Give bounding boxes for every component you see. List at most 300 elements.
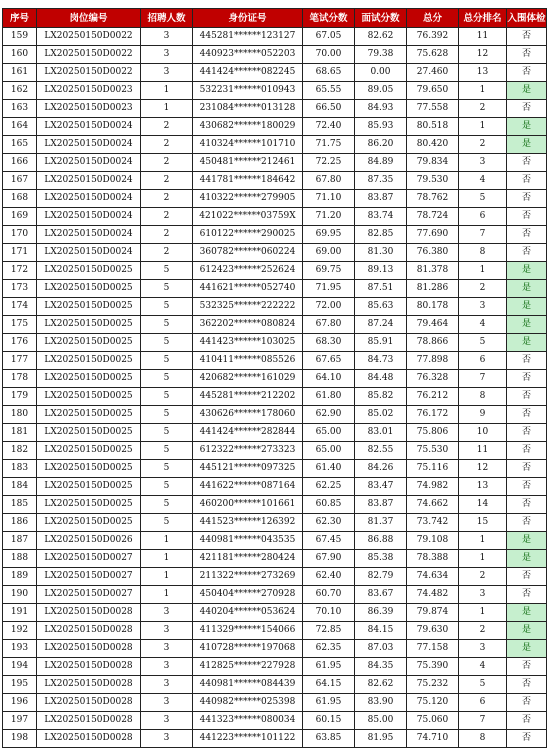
cell-index: 168 [3,190,37,208]
cell-total: 81.286 [407,280,459,298]
cell-quota: 3 [141,604,193,622]
cell-index: 160 [3,46,37,64]
table-row [3,298,547,316]
cell-medical-check: 否 [507,496,547,514]
cell-medical-check: 否 [507,370,547,388]
cell-index: 195 [3,676,37,694]
cell-interview-score: 85.82 [355,388,407,406]
cell-rank: 1 [459,118,507,136]
cell-written-score: 60.15 [303,712,355,730]
cell-medical-check: 否 [507,28,547,46]
cell-post-code: LX20250150D0025 [37,460,141,478]
cell-interview-score: 83.74 [355,208,407,226]
cell-written-score: 69.00 [303,244,355,262]
cell-index: 162 [3,82,37,100]
cell-quota: 3 [141,694,193,712]
cell-interview-score: 85.63 [355,298,407,316]
cell-quota: 5 [141,262,193,280]
cell-post-code: LX20250150D0028 [37,676,141,694]
cell-quota: 5 [141,460,193,478]
cell-quota: 5 [141,388,193,406]
cell-post-code: LX20250150D0025 [37,298,141,316]
cell-medical-check: 是 [507,118,547,136]
cell-post-code: LX20250150D0025 [37,262,141,280]
cell-id-number: 532231******010943 [193,82,303,100]
cell-rank: 1 [459,604,507,622]
cell-written-score: 71.75 [303,136,355,154]
cell-written-score: 62.30 [303,514,355,532]
cell-rank: 2 [459,568,507,586]
cell-index: 187 [3,532,37,550]
cell-total: 73.742 [407,514,459,532]
cell-rank: 12 [459,460,507,478]
table-row [3,118,547,136]
cell-written-score: 61.95 [303,658,355,676]
table-row [3,622,547,640]
cell-quota: 2 [141,190,193,208]
cell-total: 80.518 [407,118,459,136]
cell-medical-check: 否 [507,46,547,64]
cell-total: 77.898 [407,352,459,370]
cell-index: 178 [3,370,37,388]
cell-total: 78.762 [407,190,459,208]
table-row [3,316,547,334]
cell-quota: 3 [141,28,193,46]
cell-rank: 7 [459,370,507,388]
cell-total: 27.460 [407,64,459,82]
cell-total: 81.378 [407,262,459,280]
cell-medical-check: 否 [507,100,547,118]
cell-total: 75.628 [407,46,459,64]
cell-rank: 3 [459,298,507,316]
cell-rank: 5 [459,190,507,208]
cell-written-score: 67.65 [303,352,355,370]
cell-written-score: 60.70 [303,586,355,604]
cell-written-score: 71.20 [303,208,355,226]
results-table [2,8,547,748]
cell-written-score: 71.95 [303,280,355,298]
cell-interview-score: 89.13 [355,262,407,280]
cell-written-score: 68.30 [303,334,355,352]
cell-written-score: 62.90 [303,406,355,424]
col-header-quota: 招聘人数 [141,9,193,28]
cell-medical-check: 是 [507,136,547,154]
cell-post-code: LX20250150D0025 [37,352,141,370]
cell-interview-score: 87.03 [355,640,407,658]
cell-written-score: 61.40 [303,460,355,478]
cell-medical-check: 是 [507,532,547,550]
table-row [3,208,547,226]
table-row [3,370,547,388]
cell-index: 184 [3,478,37,496]
cell-id-number: 445281******123127 [193,28,303,46]
cell-medical-check: 是 [507,640,547,658]
cell-total: 74.634 [407,568,459,586]
cell-quota: 5 [141,496,193,514]
cell-medical-check: 否 [507,424,547,442]
table-row [3,334,547,352]
cell-id-number: 441423******103025 [193,334,303,352]
cell-post-code: LX20250150D0025 [37,424,141,442]
table-row [3,604,547,622]
cell-total: 78.866 [407,334,459,352]
cell-post-code: LX20250150D0028 [37,604,141,622]
cell-interview-score: 82.55 [355,442,407,460]
cell-interview-score: 85.38 [355,550,407,568]
cell-written-score: 70.10 [303,604,355,622]
cell-total: 79.530 [407,172,459,190]
cell-medical-check: 否 [507,694,547,712]
cell-written-score: 65.00 [303,442,355,460]
cell-id-number: 410411******085526 [193,352,303,370]
cell-total: 79.630 [407,622,459,640]
cell-interview-score: 84.73 [355,352,407,370]
table-row [3,460,547,478]
cell-quota: 5 [141,478,193,496]
cell-id-number: 532325******222222 [193,298,303,316]
cell-medical-check: 是 [507,280,547,298]
cell-quota: 1 [141,532,193,550]
cell-id-number: 441323******080034 [193,712,303,730]
cell-id-number: 441621******052740 [193,280,303,298]
table-row [3,154,547,172]
cell-interview-score: 79.38 [355,46,407,64]
cell-quota: 3 [141,658,193,676]
cell-quota: 5 [141,334,193,352]
table-row [3,730,547,748]
cell-interview-score: 86.39 [355,604,407,622]
cell-quota: 5 [141,316,193,334]
cell-index: 164 [3,118,37,136]
cell-rank: 13 [459,478,507,496]
cell-post-code: LX20250150D0027 [37,550,141,568]
table-row [3,496,547,514]
cell-id-number: 440981******043535 [193,532,303,550]
cell-total: 79.108 [407,532,459,550]
col-header-index: 序号 [3,9,37,28]
table-row [3,586,547,604]
cell-quota: 1 [141,586,193,604]
cell-rank: 1 [459,82,507,100]
table-row [3,658,547,676]
cell-rank: 4 [459,658,507,676]
cell-index: 165 [3,136,37,154]
cell-interview-score: 83.47 [355,478,407,496]
table-row [3,406,547,424]
cell-id-number: 411329******154066 [193,622,303,640]
cell-index: 176 [3,334,37,352]
cell-post-code: LX20250150D0024 [37,172,141,190]
cell-total: 75.530 [407,442,459,460]
cell-total: 76.212 [407,388,459,406]
table-row [3,532,547,550]
cell-index: 173 [3,280,37,298]
cell-post-code: LX20250150D0024 [37,118,141,136]
cell-interview-score: 85.93 [355,118,407,136]
table-row [3,190,547,208]
cell-medical-check: 是 [507,82,547,100]
cell-post-code: LX20250150D0025 [37,280,141,298]
cell-index: 191 [3,604,37,622]
cell-written-score: 68.65 [303,64,355,82]
cell-quota: 5 [141,298,193,316]
cell-rank: 10 [459,424,507,442]
table-row [3,64,547,82]
cell-index: 175 [3,316,37,334]
table-row [3,388,547,406]
table-body [3,28,547,748]
cell-id-number: 612423******252624 [193,262,303,280]
cell-written-score: 62.40 [303,568,355,586]
cell-written-score: 69.95 [303,226,355,244]
cell-written-score: 62.35 [303,640,355,658]
cell-medical-check: 否 [507,244,547,262]
cell-interview-score: 85.91 [355,334,407,352]
cell-interview-score: 83.87 [355,190,407,208]
cell-medical-check: 否 [507,568,547,586]
cell-rank: 5 [459,676,507,694]
cell-total: 75.806 [407,424,459,442]
table-row [3,568,547,586]
cell-medical-check: 是 [507,334,547,352]
cell-id-number: 421181******280424 [193,550,303,568]
cell-index: 170 [3,226,37,244]
cell-written-score: 67.80 [303,316,355,334]
cell-id-number: 441223******101122 [193,730,303,748]
cell-interview-score: 84.48 [355,370,407,388]
table-row [3,262,547,280]
cell-id-number: 440923******052203 [193,46,303,64]
cell-index: 196 [3,694,37,712]
cell-written-score: 61.80 [303,388,355,406]
cell-id-number: 612322******273323 [193,442,303,460]
cell-post-code: LX20250150D0028 [37,622,141,640]
cell-id-number: 440204******053624 [193,604,303,622]
cell-rank: 4 [459,172,507,190]
cell-post-code: LX20250150D0024 [37,154,141,172]
cell-quota: 2 [141,154,193,172]
cell-quota: 2 [141,136,193,154]
cell-post-code: LX20250150D0028 [37,712,141,730]
cell-index: 186 [3,514,37,532]
cell-quota: 2 [141,244,193,262]
cell-quota: 1 [141,550,193,568]
col-header-medical-check: 入围体检 [507,9,547,28]
cell-interview-score: 85.02 [355,406,407,424]
cell-rank: 2 [459,100,507,118]
cell-total: 75.116 [407,460,459,478]
col-header-written-score: 笔试分数 [303,9,355,28]
cell-rank: 6 [459,208,507,226]
cell-index: 189 [3,568,37,586]
cell-index: 197 [3,712,37,730]
cell-rank: 5 [459,334,507,352]
cell-written-score: 62.25 [303,478,355,496]
cell-rank: 3 [459,154,507,172]
cell-interview-score: 83.90 [355,694,407,712]
col-header-post-code: 岗位编号 [37,9,141,28]
cell-written-score: 72.40 [303,118,355,136]
cell-total: 74.710 [407,730,459,748]
cell-rank: 1 [459,550,507,568]
cell-quota: 5 [141,370,193,388]
table-row [3,514,547,532]
cell-total: 77.558 [407,100,459,118]
cell-quota: 1 [141,568,193,586]
cell-id-number: 430682******180029 [193,118,303,136]
cell-written-score: 66.50 [303,100,355,118]
cell-index: 171 [3,244,37,262]
cell-post-code: LX20250150D0026 [37,532,141,550]
cell-index: 161 [3,64,37,82]
cell-rank: 9 [459,406,507,424]
cell-interview-score: 85.00 [355,712,407,730]
table-row [3,442,547,460]
cell-rank: 13 [459,64,507,82]
cell-id-number: 440982******025398 [193,694,303,712]
cell-total: 80.420 [407,136,459,154]
cell-quota: 5 [141,424,193,442]
cell-quota: 5 [141,442,193,460]
cell-post-code: LX20250150D0022 [37,28,141,46]
cell-interview-score: 84.89 [355,154,407,172]
cell-post-code: LX20250150D0028 [37,694,141,712]
cell-index: 166 [3,154,37,172]
cell-total: 76.172 [407,406,459,424]
cell-medical-check: 否 [507,208,547,226]
cell-index: 181 [3,424,37,442]
cell-index: 188 [3,550,37,568]
cell-rank: 3 [459,586,507,604]
cell-medical-check: 否 [507,190,547,208]
cell-index: 192 [3,622,37,640]
cell-rank: 12 [459,46,507,64]
cell-rank: 7 [459,712,507,730]
cell-interview-score: 82.62 [355,676,407,694]
cell-total: 75.232 [407,676,459,694]
cell-written-score: 67.90 [303,550,355,568]
cell-index: 167 [3,172,37,190]
cell-medical-check: 否 [507,226,547,244]
cell-interview-score: 86.20 [355,136,407,154]
cell-interview-score: 82.62 [355,28,407,46]
cell-interview-score: 86.88 [355,532,407,550]
cell-id-number: 445281******212202 [193,388,303,406]
cell-post-code: LX20250150D0025 [37,514,141,532]
cell-written-score: 71.10 [303,190,355,208]
cell-total: 79.874 [407,604,459,622]
cell-index: 169 [3,208,37,226]
cell-rank: 14 [459,496,507,514]
cell-rank: 8 [459,244,507,262]
table-row [3,136,547,154]
cell-written-score: 72.00 [303,298,355,316]
table-row [3,100,547,118]
cell-medical-check: 否 [507,586,547,604]
cell-rank: 4 [459,316,507,334]
cell-medical-check: 否 [507,676,547,694]
cell-id-number: 441523******126392 [193,514,303,532]
cell-interview-score: 87.35 [355,172,407,190]
cell-id-number: 211322******273269 [193,568,303,586]
cell-rank: 1 [459,532,507,550]
cell-written-score: 61.95 [303,694,355,712]
cell-rank: 8 [459,388,507,406]
cell-quota: 3 [141,46,193,64]
cell-medical-check: 否 [507,442,547,460]
cell-medical-check: 是 [507,604,547,622]
table-row [3,46,547,64]
cell-rank: 7 [459,226,507,244]
cell-written-score: 63.85 [303,730,355,748]
cell-post-code: LX20250150D0025 [37,370,141,388]
cell-quota: 5 [141,352,193,370]
col-header-total: 总分 [407,9,459,28]
cell-medical-check: 否 [507,514,547,532]
cell-index: 182 [3,442,37,460]
cell-total: 75.120 [407,694,459,712]
cell-interview-score: 84.93 [355,100,407,118]
cell-id-number: 445121******097325 [193,460,303,478]
cell-post-code: LX20250150D0025 [37,316,141,334]
cell-index: 198 [3,730,37,748]
cell-post-code: LX20250150D0022 [37,64,141,82]
cell-post-code: LX20250150D0024 [37,136,141,154]
cell-rank: 15 [459,514,507,532]
cell-medical-check: 是 [507,622,547,640]
cell-index: 183 [3,460,37,478]
cell-medical-check: 否 [507,658,547,676]
table-row [3,712,547,730]
cell-interview-score: 81.37 [355,514,407,532]
cell-total: 79.650 [407,82,459,100]
col-header-interview-score: 面试分数 [355,9,407,28]
cell-written-score: 65.00 [303,424,355,442]
cell-interview-score: 89.05 [355,82,407,100]
cell-total: 75.390 [407,658,459,676]
cell-post-code: LX20250150D0024 [37,190,141,208]
cell-post-code: LX20250150D0022 [37,46,141,64]
cell-quota: 1 [141,82,193,100]
cell-total: 80.178 [407,298,459,316]
cell-post-code: LX20250150D0025 [37,388,141,406]
cell-index: 180 [3,406,37,424]
cell-quota: 5 [141,280,193,298]
cell-quota: 3 [141,640,193,658]
cell-index: 163 [3,100,37,118]
cell-written-score: 65.55 [303,82,355,100]
cell-rank: 1 [459,262,507,280]
cell-total: 77.690 [407,226,459,244]
cell-id-number: 441424******082245 [193,64,303,82]
cell-id-number: 231084******013128 [193,100,303,118]
cell-post-code: LX20250150D0024 [37,208,141,226]
cell-post-code: LX20250150D0028 [37,640,141,658]
cell-quota: 5 [141,406,193,424]
cell-post-code: LX20250150D0025 [37,442,141,460]
cell-interview-score: 87.24 [355,316,407,334]
cell-id-number: 441424******282844 [193,424,303,442]
cell-medical-check: 是 [507,550,547,568]
cell-id-number: 410728******197068 [193,640,303,658]
cell-id-number: 440981******084439 [193,676,303,694]
cell-quota: 3 [141,730,193,748]
cell-index: 172 [3,262,37,280]
cell-rank: 11 [459,28,507,46]
cell-total: 79.464 [407,316,459,334]
cell-total: 76.328 [407,370,459,388]
cell-quota: 3 [141,622,193,640]
